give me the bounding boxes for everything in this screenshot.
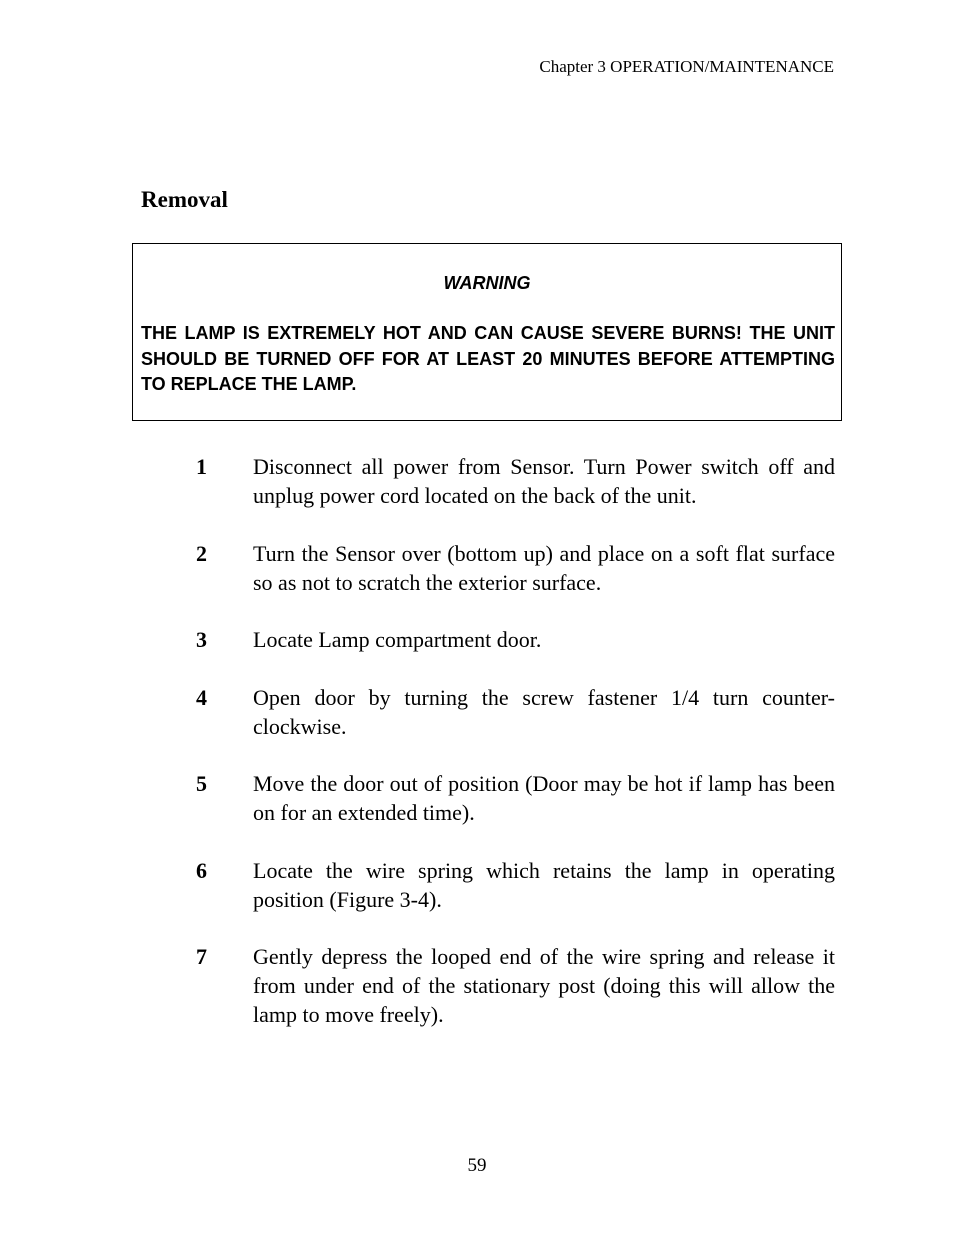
step-item: [196, 683, 836, 741]
warning-box: [132, 243, 842, 421]
step-text: Locate the wire spring which retains the lamp in operating position (Figure 3-4).: [253, 857, 835, 912]
step-item: [196, 942, 836, 1029]
page-number: 59: [467, 1155, 487, 1176]
step-number: 3: [196, 627, 207, 652]
removal-steps-list: [196, 452, 836, 1058]
step-number: 7: [196, 944, 207, 969]
step-text: Locate Lamp compartment door.: [253, 627, 542, 652]
step-number: 2: [196, 540, 207, 566]
warning-title: WARNING: [443, 273, 531, 293]
step-item: [196, 539, 836, 597]
step-item: [196, 769, 836, 827]
step-text: Disconnect all power from Sensor. Turn Power switch off and unplug power cord located on the back of the unit.: [253, 454, 835, 508]
step-number: 5: [196, 771, 207, 796]
warning-text: THE LAMP IS EXTREMELY HOT AND CAN CAUSE SEVERE BURNS! THE UNIT SHOULD BE TURNED OFF FOR AT LEAST 20 MINUTES BEFORE ATTEMPTING TO REPLACE THE LAMP.: [141, 323, 835, 394]
step-text: Open door by turning the screw fastener 1/4 turn counter-clockwise.: [253, 684, 835, 739]
step-text: Gently depress the looped end of the wire spring and release it from under end of the stationary post (doing this will allow the lamp to move freely).: [253, 944, 835, 1027]
chapter-header: Chapter 3 OPERATION/MAINTENANCE: [539, 57, 834, 76]
step-item: [196, 856, 836, 914]
step-text: Turn the Sensor over (bottom up) and place on a soft flat surface so as not to scratch the exterior surface.: [253, 540, 835, 595]
step-text: Move the door out of position (Door may be hot if lamp has been on for an extended time).: [253, 771, 835, 825]
section-title: Removal: [141, 187, 228, 212]
step-item: [196, 452, 836, 510]
step-number: 4: [196, 684, 207, 710]
step-number: 1: [196, 454, 207, 479]
step-number: 6: [196, 857, 207, 883]
step-item: [196, 625, 836, 654]
